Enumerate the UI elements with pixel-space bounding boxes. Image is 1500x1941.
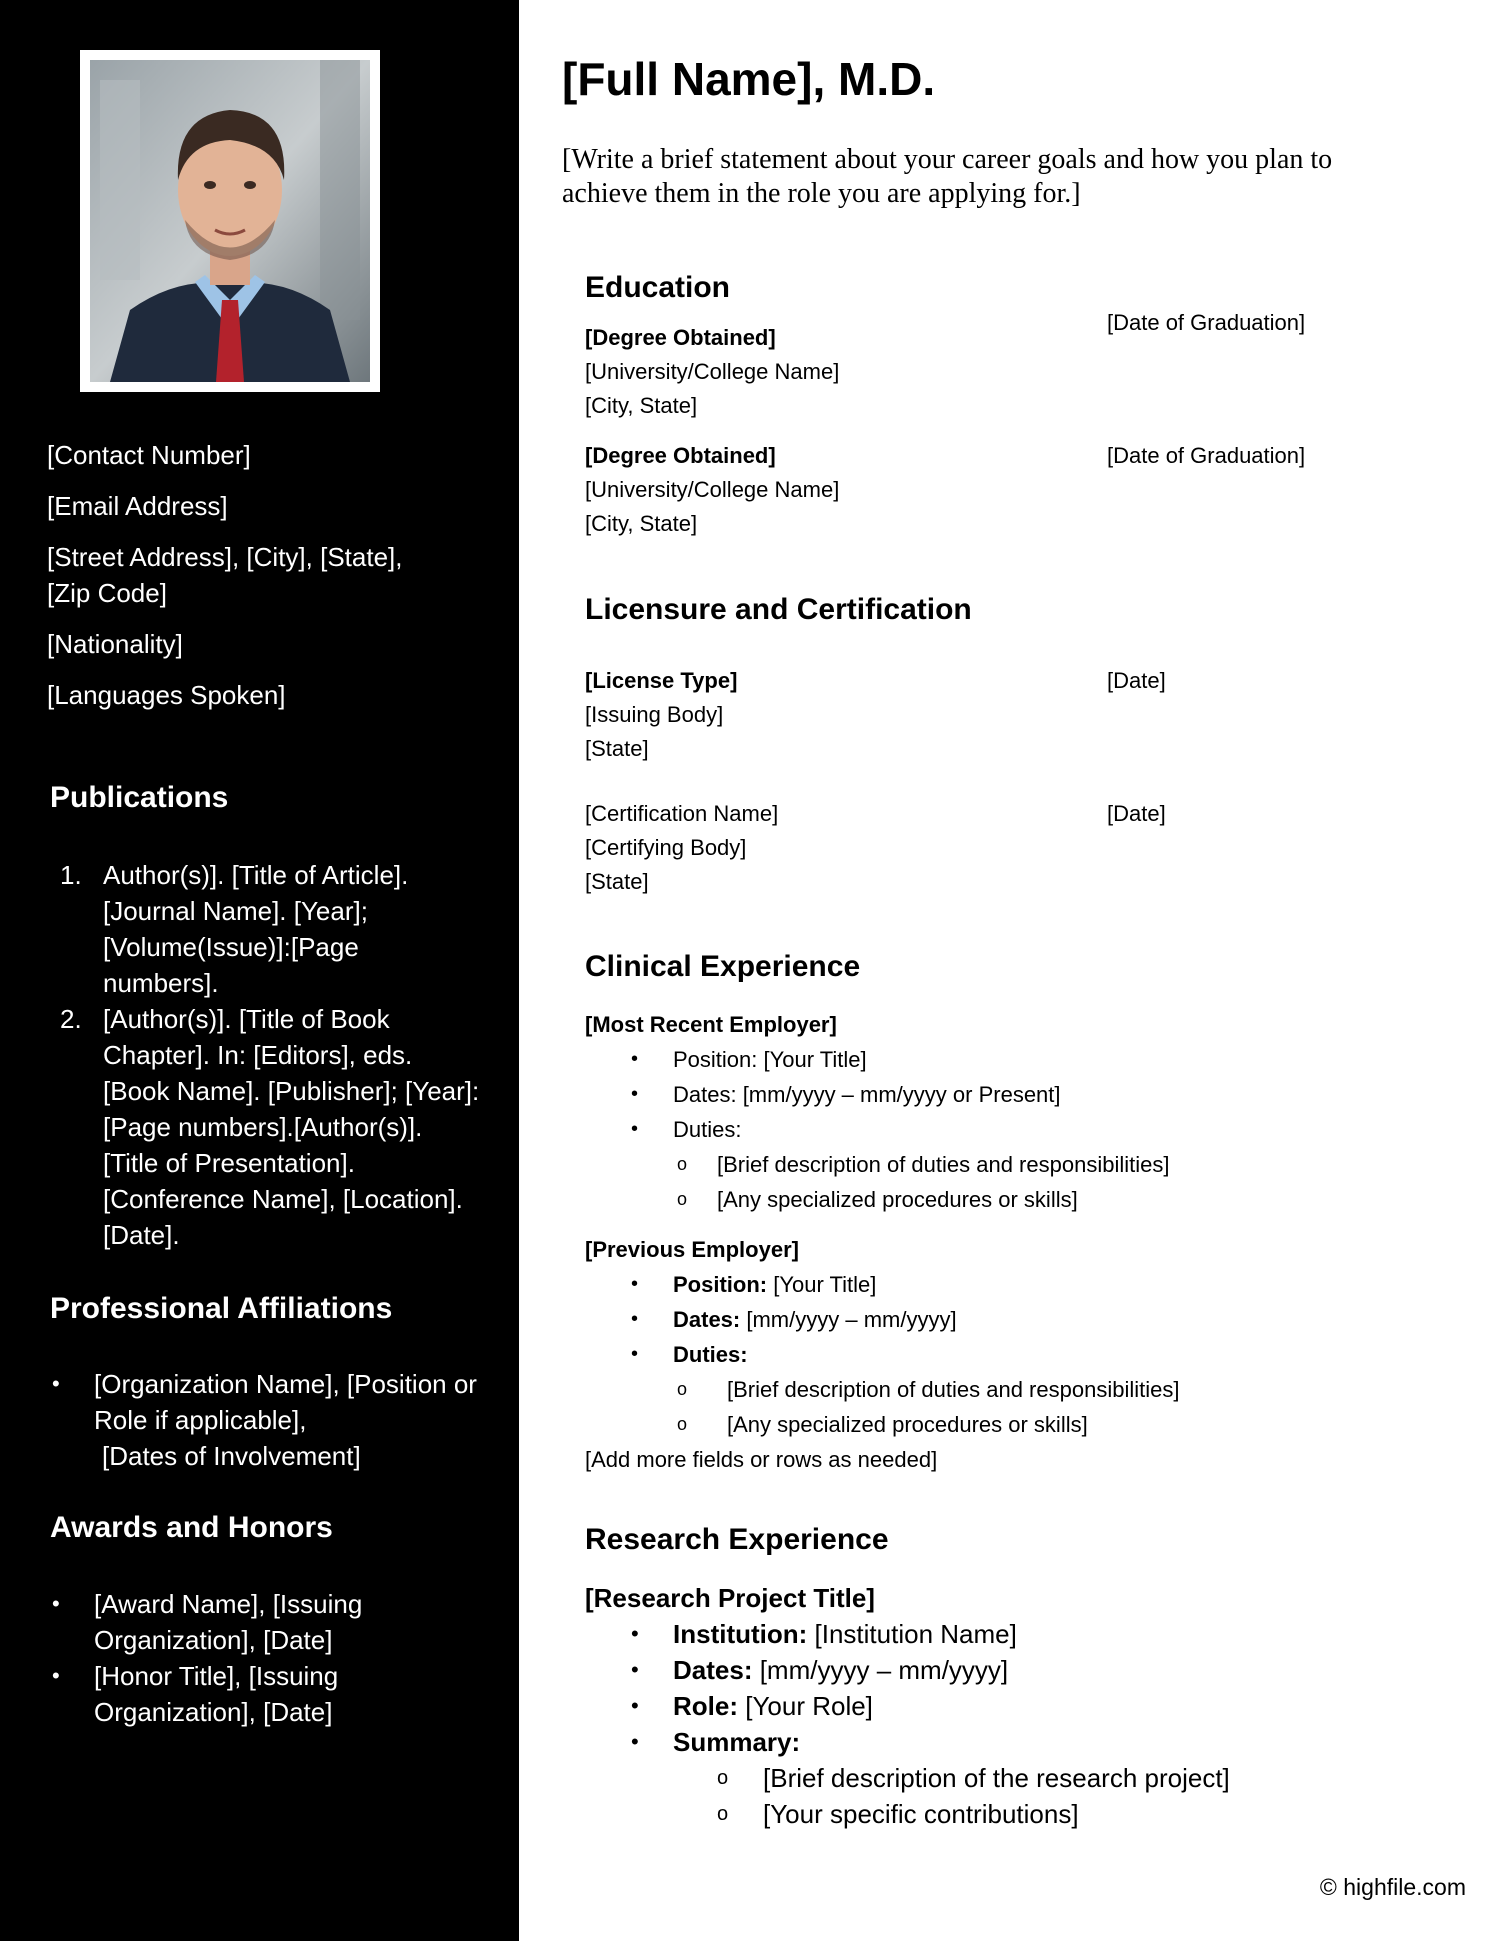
award-text: [Honor Title], [Issuing Organization], [Date]: [94, 1661, 339, 1727]
role-value: [Your Role]: [738, 1691, 873, 1721]
location: [City, State]: [585, 511, 698, 536]
graduation-date: [Date of Graduation]: [1107, 310, 1306, 335]
publication-text: [Author(s)]. [Title of Book Chapter]. In: [Editors], eds. [Book Name]. [Publisher]; [Year]:[Page numbers].[Author(s)]. [Title of Presentation]. [Conference Name], [Location]. [Date].: [103, 1004, 480, 1250]
position-value: [Your Title]: [767, 1272, 877, 1297]
research-heading: Research Experience: [585, 1523, 889, 1556]
sub-bullet-icon: o: [717, 1767, 729, 1789]
certifying-body: [Certifying Body]: [585, 835, 747, 860]
list-item: [585, 1652, 1435, 1688]
institution: [585, 1616, 1435, 1652]
dates: [585, 1652, 1435, 1688]
bullet-icon: •: [52, 1591, 60, 1616]
awards-heading: Awards and Honors: [50, 1511, 333, 1544]
position: Position: [Your Title]: [673, 1047, 867, 1072]
license-type: [License Type]: [585, 668, 738, 693]
bullet-icon: •: [631, 1083, 639, 1105]
list-item: [585, 1688, 1435, 1724]
sub-bullet-icon: o: [677, 1379, 688, 1399]
recent-employer-block: [585, 1007, 1435, 1217]
institution-value: [Institution Name]: [807, 1619, 1017, 1649]
dates-label: Dates:: [673, 1655, 753, 1685]
address-line-2: [Zip Code]: [47, 578, 167, 608]
list-item: [585, 1182, 1435, 1217]
bullet-icon: •: [52, 1663, 60, 1688]
bullet-icon: •: [631, 1118, 639, 1140]
duty: [Brief description of duties and responsibilities]: [717, 1152, 1170, 1177]
dates: Dates: [mm/yyyy – mm/yyyy or Present]: [673, 1082, 1061, 1107]
award-item: [50, 1658, 480, 1730]
license-entry: [585, 664, 1435, 766]
copyright-footer: © highfile.com: [1319, 1874, 1466, 1900]
award-item: [50, 1586, 480, 1658]
role-label: Role:: [673, 1691, 738, 1721]
address-line-1: [Street Address], [City], [State],: [47, 542, 403, 572]
certification-date: [Date]: [1107, 801, 1166, 826]
research-title: [Research Project Title]: [585, 1583, 875, 1613]
bullet-icon: •: [631, 1343, 639, 1365]
sub-bullet-icon: o: [717, 1803, 729, 1825]
education-entry: [585, 310, 1435, 423]
publication-item: [50, 857, 480, 1001]
duty: [Any specialized procedures or skills]: [717, 1187, 1078, 1212]
award-text: [Award Name], [Issuing Organization], [Date]: [94, 1589, 363, 1655]
previous-employer-block: [585, 1232, 1435, 1477]
list-item: [585, 1337, 1435, 1372]
license-state: [State]: [585, 736, 649, 761]
duties-label: Duties:: [673, 1342, 748, 1367]
bullet-icon: •: [631, 1693, 639, 1718]
affiliation-line-2: [Dates of Involvement]: [102, 1441, 361, 1471]
publication-number: 2.: [60, 1004, 82, 1034]
list-item: [585, 1077, 1435, 1112]
bullet-icon: •: [631, 1729, 639, 1754]
affiliations-heading: Professional Affiliations: [50, 1292, 393, 1325]
affiliation-item: [50, 1366, 480, 1474]
list-item: [585, 1724, 1435, 1760]
sub-bullet-icon: o: [677, 1414, 688, 1434]
position-label: Position:: [673, 1272, 768, 1297]
career-statement: [Write a brief statement about your career goals and how you plan to achieve them in the role you are applying for.]: [562, 144, 1333, 209]
certification-name: [Certification Name]: [585, 801, 779, 826]
bullet-icon: •: [631, 1048, 639, 1070]
licensure-heading: Licensure and Certification: [585, 593, 972, 626]
nationality: [Nationality]: [47, 629, 183, 659]
email-address: [Email Address]: [47, 491, 228, 521]
issuing-body: [Issuing Body]: [585, 702, 724, 727]
list-item: [585, 1372, 1435, 1407]
list-item: [585, 1302, 1435, 1337]
profile-photo-frame: [80, 50, 380, 392]
summary-label: Summary:: [673, 1727, 801, 1757]
list-item: [585, 1407, 1435, 1442]
sub-bullet-icon: o: [677, 1154, 688, 1174]
license-date: [Date]: [1107, 668, 1166, 693]
contact-number: [Contact Number]: [47, 440, 251, 470]
sidebar: [0, 0, 519, 1941]
research-block: [585, 1580, 1435, 1832]
dates-label: Dates:: [673, 1307, 741, 1332]
institution-label: Institution:: [673, 1619, 808, 1649]
publications-heading: Publications: [50, 781, 229, 814]
bullet-icon: •: [631, 1621, 639, 1646]
awards-list: [50, 1586, 480, 1730]
list-item: [585, 1616, 1435, 1652]
degree: [Degree Obtained]: [585, 325, 776, 350]
affiliation-line-1: [Organization Name], [Position or Role if applicable],: [94, 1369, 477, 1435]
add-more-note: [Add more fields or rows as needed]: [585, 1447, 938, 1472]
list-item: [585, 1042, 1435, 1077]
dates-value: [mm/yyyy – mm/yyyy]: [752, 1655, 1009, 1685]
clinical-heading: Clinical Experience: [585, 950, 861, 983]
publication-item: [50, 1001, 480, 1253]
recent-employer: [Most Recent Employer]: [585, 1012, 837, 1037]
school: [University/College Name]: [585, 477, 840, 502]
bullet-icon: •: [52, 1371, 60, 1396]
publication-text: Author(s)]. [Title of Article]. [Journal Name]. [Year];[Volume(Issue)]:[Page numbers].: [103, 860, 409, 998]
graduation-date: [Date of Graduation]: [1107, 443, 1306, 468]
bullet-icon: •: [631, 1273, 639, 1295]
publication-number: 1.: [60, 860, 82, 890]
bullet-icon: •: [631, 1657, 639, 1682]
dates-value: [mm/yyyy – mm/yyyy]: [740, 1307, 957, 1332]
bullet-icon: •: [631, 1308, 639, 1330]
certification-state: [State]: [585, 869, 649, 894]
list-item: [585, 1760, 1435, 1796]
list-item: [585, 1267, 1435, 1302]
certification-entry: [585, 797, 1435, 899]
languages-spoken: [Languages Spoken]: [47, 680, 286, 710]
dates: [585, 1302, 1435, 1337]
position: [585, 1267, 1435, 1302]
list-item: [585, 1112, 1435, 1147]
school: [University/College Name]: [585, 359, 840, 384]
duty: [Brief description of duties and responsibilities]: [727, 1377, 1180, 1402]
previous-employer: [Previous Employer]: [585, 1237, 799, 1262]
degree: [Degree Obtained]: [585, 443, 776, 468]
education-entry: [585, 439, 1435, 541]
summary-item: [Your specific contributions]: [763, 1799, 1079, 1829]
street-address: [47, 539, 487, 611]
duty: [Any specialized procedures or skills]: [727, 1412, 1088, 1437]
summary-item: [Brief description of the research project]: [763, 1763, 1230, 1793]
education-heading: Education: [585, 271, 731, 304]
list-item: [585, 1147, 1435, 1182]
location: [City, State]: [585, 393, 698, 418]
list-item: [585, 1796, 1435, 1832]
publications-list: [50, 857, 480, 1253]
contact-info: [47, 437, 487, 728]
role: [585, 1688, 1435, 1724]
duties: Duties:: [673, 1117, 742, 1142]
affiliations-list: [50, 1366, 480, 1474]
profile-photo: [90, 60, 370, 382]
sub-bullet-icon: o: [677, 1189, 688, 1209]
full-name: [Full Name], M.D.: [562, 53, 936, 105]
